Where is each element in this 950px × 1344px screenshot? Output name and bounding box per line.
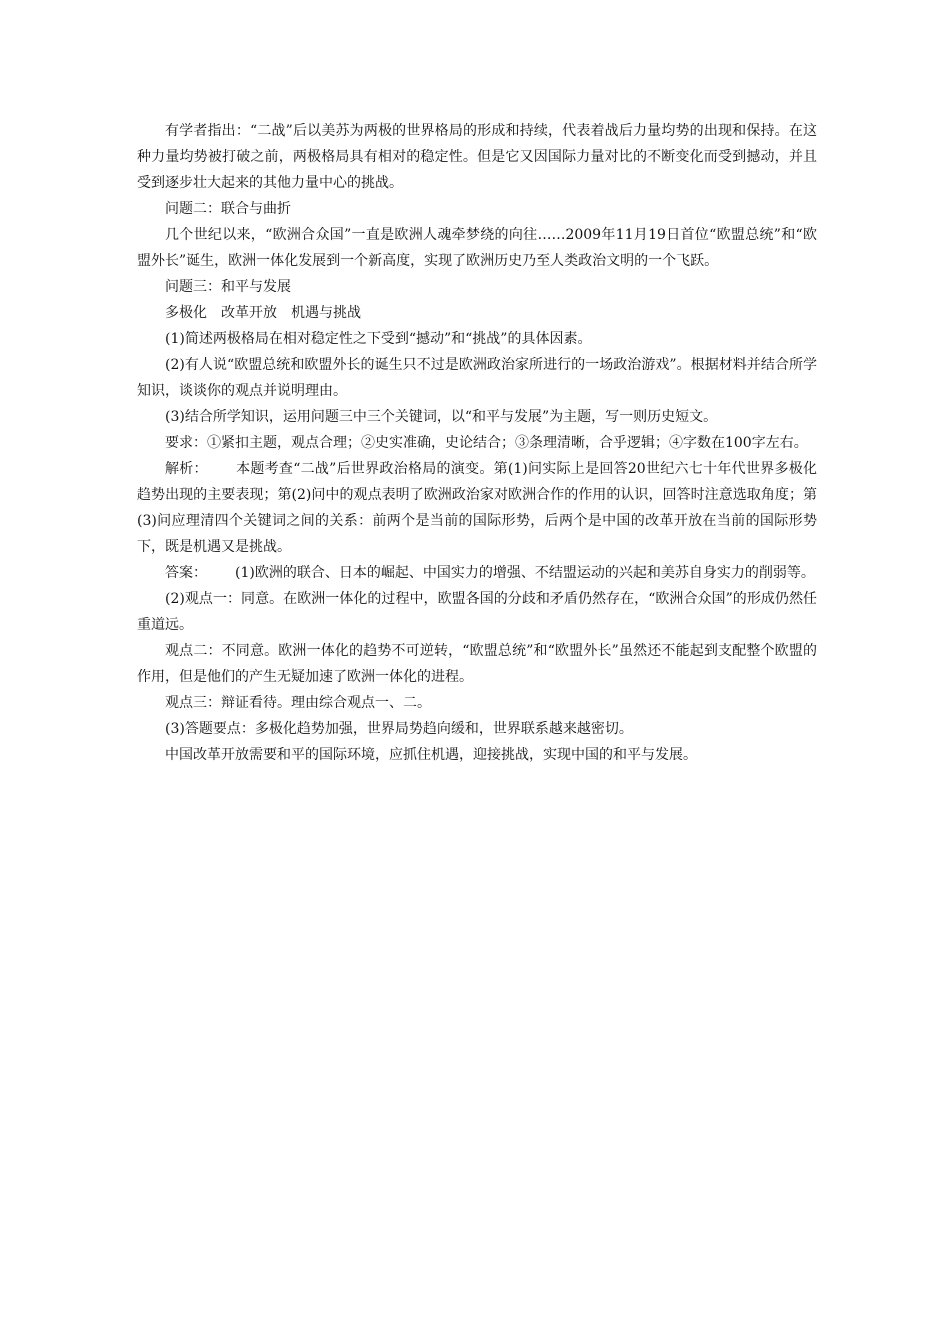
paragraph-text: 要求：①紧扣主题，观点合理；②史实准确，史论结合；③条理清晰，合乎逻辑；④字数在100字左右。 [165,435,808,451]
paragraph-material-intro [137,118,817,196]
paragraph-answer-2-view-1 [137,586,817,638]
paragraph-text: 几个世纪以来，“欧洲合众国”一直是欧洲人魂牵梦绕的向往……2009年11月19日首位“欧盟总统”和“欧盟外长”诞生，欧洲一体化发展到一个新高度，实现了欧洲历史乃至人类政治文明的一个飞跃。 [137,227,817,269]
paragraph-text: (3)结合所学知识，运用问题三中三个关键词，以“和平与发展”为主题，写一则历史短文。 [165,409,718,425]
paragraph-answer-2-view-3 [137,690,817,716]
paragraph-text: (3)答题要点：多极化趋势加强，世界局势趋向缓和，世界联系越来越密切。 [165,721,633,737]
paragraph-requirements [137,430,817,456]
paragraph-text: (2)观点一：同意。在欧洲一体化的过程中，欧盟各国的分歧和矛盾仍然存在，“欧洲合众国”的形成仍然任重道远。 [137,591,817,633]
document-body [137,118,817,768]
paragraph-text: (1)欧洲的联合、日本的崛起、中国实力的增强、不结盟运动的兴起和美苏自身实力的削弱等。 [235,565,815,581]
paragraph-answer-3-points [137,716,817,742]
paragraph-sub-question-2 [137,352,817,404]
answer-label: 答案： [165,565,207,581]
paragraph-text: (1)简述两极格局在相对稳定性之下受到“撼动”和“挑战”的具体因素。 [165,331,592,347]
paragraph-sub-question-1 [137,326,817,352]
paragraph-text: 有学者指出：“二战”后以美苏为两极的世界格局的形成和持续，代表着战后力量均势的出现和保持。在这种力量均势被打破之前，两极格局具有相对的稳定性。但是它又因国际力量对比的不断变化而受到撼动，并且受到逐步壮大起来的其他力量中心的挑战。 [137,123,817,191]
paragraph-keywords [137,300,817,326]
paragraph-text: 问题三：和平与发展 [165,279,291,295]
paragraph-sub-question-3 [137,404,817,430]
paragraph-text: 多极化 改革开放 机遇与挑战 [165,305,361,321]
paragraph-answer-3-conclusion [137,742,817,768]
paragraph-analysis [137,456,817,560]
paragraph-question-two-title [137,196,817,222]
paragraph-answer-2-view-2 [137,638,817,690]
paragraph-text: (2)有人说“欧盟总统和欧盟外长的诞生只不过是欧洲政治家所进行的一场政治游戏”。根据材料并结合所学知识，谈谈你的观点并说明理由。 [137,357,817,399]
paragraph-question-three-title [137,274,817,300]
paragraph-answer-1 [137,560,817,586]
paragraph-question-two-body [137,222,817,274]
analysis-label: 解析： [165,461,208,477]
paragraph-text: 问题二：联合与曲折 [165,201,291,217]
paragraph-text: 观点二：不同意。欧洲一体化的趋势不可逆转，“欧盟总统”和“欧盟外长”虽然还不能起到支配整个欧盟的作用，但是他们的产生无疑加速了欧洲一体化的进程。 [137,643,817,685]
paragraph-text: 中国改革开放需要和平的国际环境，应抓住机遇，迎接挑战，实现中国的和平与发展。 [165,747,697,763]
paragraph-text: 观点三：辩证看待。理由综合观点一、二。 [165,695,431,711]
paragraph-text: 本题考查“二战”后世界政治格局的演变。第(1)问实际上是回答20世纪六七十年代世界多极化趋势出现的主要表现；第(2)问中的观点表明了欧洲政治家对欧洲合作的作用的认识，回答时注意选取角度；第(3)问应理清四个关键词之间的关系：前两个是当前的国际形势，后两个是中国的改革开放在当前的国际形势下，既是机遇又是挑战。 [137,461,817,555]
